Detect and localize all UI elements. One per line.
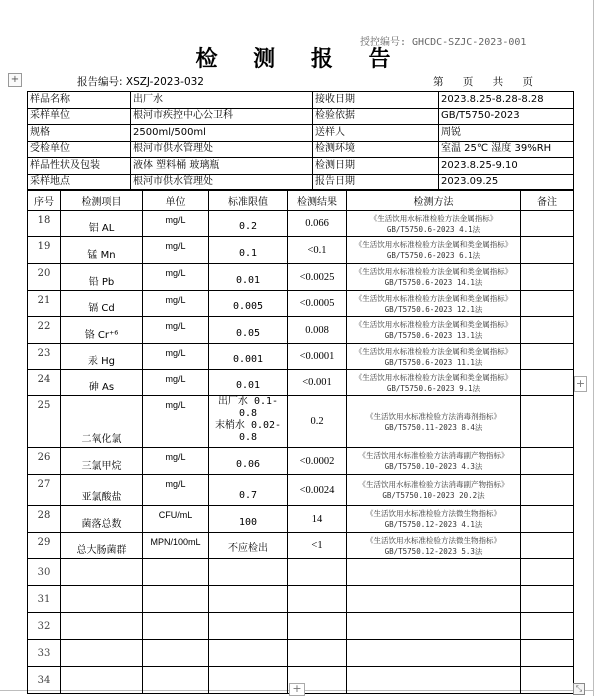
info-row: [28, 125, 574, 142]
result-row: [28, 475, 574, 506]
result-row: [28, 533, 574, 559]
info-label[interactable]: 采样单位: [28, 108, 131, 125]
info-label[interactable]: 报告日期: [313, 174, 439, 191]
column-header: 检测项目: [61, 190, 143, 211]
column-header: 检测方法: [347, 190, 521, 211]
unit[interactable]: mg/L: [143, 264, 209, 291]
unit[interactable]: mg/L: [143, 396, 209, 448]
test-item[interactable]: 砷 As: [61, 370, 143, 396]
row-number[interactable]: 30: [28, 559, 61, 586]
row-number[interactable]: 28: [28, 506, 61, 533]
column-header: 检测结果: [288, 190, 347, 211]
empty-row: [28, 640, 574, 667]
info-label[interactable]: 检测环境: [313, 141, 439, 158]
empty-cell[interactable]: [288, 559, 347, 586]
empty-cell[interactable]: [61, 559, 143, 586]
test-method[interactable]: 《生活饮用水标准检验方法金属和类金属指标》GB/T5750.6-2023 14.1法: [347, 264, 521, 291]
result-row: [28, 264, 574, 291]
add-row-icon[interactable]: +: [289, 683, 305, 696]
info-value[interactable]: 出厂水: [131, 92, 313, 109]
standard-limit[interactable]: 0.05: [209, 317, 288, 344]
info-value[interactable]: 根河市供水管理处: [131, 174, 313, 191]
empty-cell[interactable]: [143, 559, 209, 586]
info-value[interactable]: 2023.09.25: [439, 174, 574, 191]
test-result[interactable]: 14: [288, 506, 347, 533]
info-label[interactable]: 采样地点: [28, 174, 131, 191]
test-item[interactable]: 二氧化氯: [61, 396, 143, 448]
remark[interactable]: [521, 506, 574, 533]
info-value[interactable]: 周锐: [439, 125, 574, 142]
standard-limit[interactable]: 100: [209, 506, 288, 533]
test-result[interactable]: <0.0024: [288, 475, 347, 506]
page-edge-right: [593, 0, 594, 696]
test-method[interactable]: 《生活饮用水标准检验方法微生物指标》 GB/T5750.12-2023 4.1法: [347, 506, 521, 533]
test-result[interactable]: <1: [288, 533, 347, 559]
info-row: [28, 92, 574, 109]
column-header: 序号: [28, 190, 61, 211]
empty-cell[interactable]: [521, 640, 574, 667]
result-row: [28, 396, 574, 448]
test-item[interactable]: 总大肠菌群: [61, 533, 143, 559]
test-method[interactable]: 《生活饮用水标准检验方法金属和类金属指标》GB/T5750.6-2023 13.1法: [347, 317, 521, 344]
test-result[interactable]: 0.2: [288, 396, 347, 448]
standard-limit[interactable]: 0.06: [209, 448, 288, 475]
standard-limit[interactable]: 0.01: [209, 370, 288, 396]
column-header: 标准限值: [209, 190, 288, 211]
empty-cell[interactable]: [143, 586, 209, 613]
standard-limit[interactable]: 0.2: [209, 211, 288, 237]
empty-cell[interactable]: [347, 640, 521, 667]
standard-limit[interactable]: 0.1: [209, 237, 288, 264]
info-row: [28, 108, 574, 125]
result-row: [28, 370, 574, 396]
result-row: [28, 317, 574, 344]
remark[interactable]: [521, 237, 574, 264]
row-number[interactable]: 34: [28, 667, 61, 694]
row-number[interactable]: 33: [28, 640, 61, 667]
empty-cell[interactable]: [288, 586, 347, 613]
row-number[interactable]: 32: [28, 613, 61, 640]
info-value[interactable]: 2023.8.25-8.28-8.28: [439, 92, 574, 109]
empty-row: [28, 559, 574, 586]
info-value[interactable]: GB/T5750-2023: [439, 108, 574, 125]
result-row: [28, 237, 574, 264]
unit[interactable]: CFU/mL: [143, 506, 209, 533]
table-move-handle-icon[interactable]: +: [8, 73, 22, 87]
standard-limit[interactable]: 0.005: [209, 291, 288, 317]
info-value[interactable]: 根河市疾控中心公卫科: [131, 108, 313, 125]
info-row: [28, 141, 574, 158]
unit[interactable]: mg/L: [143, 448, 209, 475]
row-number[interactable]: 27: [28, 475, 61, 506]
empty-cell[interactable]: [347, 667, 521, 694]
row-number[interactable]: 25: [28, 396, 61, 448]
row-number[interactable]: 22: [28, 317, 61, 344]
result-row: [28, 344, 574, 370]
empty-cell[interactable]: [288, 613, 347, 640]
info-label[interactable]: 检验依据: [313, 108, 439, 125]
empty-cell[interactable]: [288, 640, 347, 667]
empty-cell[interactable]: [209, 667, 288, 694]
empty-row: [28, 613, 574, 640]
test-result[interactable]: <0.1: [288, 237, 347, 264]
empty-cell[interactable]: [521, 586, 574, 613]
unit[interactable]: mg/L: [143, 211, 209, 237]
empty-cell[interactable]: [521, 613, 574, 640]
sample-info-table: [27, 91, 574, 191]
result-row: [28, 506, 574, 533]
row-number[interactable]: 29: [28, 533, 61, 559]
empty-row: [28, 586, 574, 613]
test-result[interactable]: <0.0005: [288, 291, 347, 317]
unit[interactable]: mg/L: [143, 344, 209, 370]
test-item[interactable]: 亚氯酸盐: [61, 475, 143, 506]
document-control-number: 授控编号: GHCDC-SZJC-2023-001: [360, 37, 527, 48]
standard-limit[interactable]: 0.7: [209, 475, 288, 506]
row-number[interactable]: 31: [28, 586, 61, 613]
info-label[interactable]: 样品名称: [28, 92, 131, 109]
test-method[interactable]: 《生活饮用水标准检验方法金属和类金属指标》GB/T5750.6-2023 9.1法: [347, 370, 521, 396]
info-label[interactable]: 样品性状及包装: [28, 158, 131, 175]
empty-cell[interactable]: [143, 613, 209, 640]
test-result[interactable]: 0.066: [288, 211, 347, 237]
info-label[interactable]: 受检单位: [28, 141, 131, 158]
info-row: [28, 158, 574, 175]
column-header: 备注: [521, 190, 574, 211]
table-resize-handle-icon[interactable]: ⤡: [573, 683, 585, 695]
empty-cell[interactable]: [347, 559, 521, 586]
row-number[interactable]: 26: [28, 448, 61, 475]
row-number[interactable]: 18: [28, 211, 61, 237]
info-label[interactable]: 送样人: [313, 125, 439, 142]
test-item[interactable]: 铬 Cr⁺⁶: [61, 317, 143, 344]
empty-cell[interactable]: [61, 586, 143, 613]
empty-cell[interactable]: [521, 559, 574, 586]
test-method[interactable]: 《生活饮用水标准检验方法微生物指标》 GB/T5750.12-2023 5.3法: [347, 533, 521, 559]
remark[interactable]: [521, 533, 574, 559]
test-item[interactable]: 汞 Hg: [61, 344, 143, 370]
empty-cell[interactable]: [143, 640, 209, 667]
remark[interactable]: [521, 211, 574, 237]
result-row: [28, 448, 574, 475]
empty-cell[interactable]: [209, 613, 288, 640]
row-number[interactable]: 19: [28, 237, 61, 264]
info-value[interactable]: 根河市供水管理处: [131, 141, 313, 158]
report-title: 检 测 报 告: [195, 46, 405, 72]
empty-cell[interactable]: [61, 667, 143, 694]
remark[interactable]: [521, 291, 574, 317]
row-number[interactable]: 24: [28, 370, 61, 396]
empty-cell[interactable]: [61, 640, 143, 667]
row-number[interactable]: 21: [28, 291, 61, 317]
unit[interactable]: MPN/100mL: [143, 533, 209, 559]
empty-cell[interactable]: [209, 586, 288, 613]
info-value[interactable]: 室温 25℃ 湿度 39%RH: [439, 141, 574, 158]
unit[interactable]: mg/L: [143, 237, 209, 264]
remark[interactable]: [521, 344, 574, 370]
info-label[interactable]: 规格: [28, 125, 131, 142]
test-result[interactable]: <0.0002: [288, 448, 347, 475]
remark[interactable]: [521, 448, 574, 475]
test-result[interactable]: 0.008: [288, 317, 347, 344]
empty-cell[interactable]: [143, 667, 209, 694]
test-item[interactable]: 铅 Pb: [61, 264, 143, 291]
test-method[interactable]: 《生活饮用水标准检验方法消毒副产物指标》 GB/T5750.10-2023 20.2法: [347, 475, 521, 506]
remark[interactable]: [521, 475, 574, 506]
remark[interactable]: [521, 317, 574, 344]
info-label[interactable]: 接收日期: [313, 92, 439, 109]
empty-cell[interactable]: [347, 613, 521, 640]
standard-limit[interactable]: 不应检出: [209, 533, 288, 559]
standard-limit[interactable]: 0.01: [209, 264, 288, 291]
result-row: [28, 291, 574, 317]
test-result[interactable]: <0.0025: [288, 264, 347, 291]
empty-cell[interactable]: [209, 640, 288, 667]
empty-cell[interactable]: [347, 586, 521, 613]
report-number: 报告编号: XSZJ-2023-032: [77, 76, 204, 88]
result-row: [28, 211, 574, 237]
test-method[interactable]: 《生活饮用水标准检验方法金属指标》 GB/T5750.6-2023 4.1法: [347, 211, 521, 237]
test-result[interactable]: <0.0001: [288, 344, 347, 370]
standard-limit[interactable]: 0.001: [209, 344, 288, 370]
test-method[interactable]: 《生活饮用水标准检验方法金属和类金属指标》GB/T5750.6-2023 12.1法: [347, 291, 521, 317]
unit[interactable]: mg/L: [143, 370, 209, 396]
test-item[interactable]: 三氯甲烷: [61, 448, 143, 475]
empty-cell[interactable]: [209, 559, 288, 586]
info-value[interactable]: 2023.8.25-9.10: [439, 158, 574, 175]
page-info: 第 页 共 页: [433, 76, 534, 88]
add-column-icon[interactable]: +: [575, 377, 586, 390]
empty-cell[interactable]: [61, 613, 143, 640]
remark[interactable]: [521, 370, 574, 396]
info-value[interactable]: 液体 塑料桶 玻璃瓶: [131, 158, 313, 175]
standard-limit[interactable]: 出厂水 0.1-0.8 末梢水 0.02-0.8: [209, 396, 288, 448]
row-number[interactable]: 23: [28, 344, 61, 370]
test-result[interactable]: <0.001: [288, 370, 347, 396]
test-item[interactable]: 锰 Mn: [61, 237, 143, 264]
unit[interactable]: mg/L: [143, 291, 209, 317]
test-item[interactable]: 镉 Cd: [61, 291, 143, 317]
unit[interactable]: mg/L: [143, 317, 209, 344]
column-header: 单位: [143, 190, 209, 211]
info-label[interactable]: 检测日期: [313, 158, 439, 175]
remark[interactable]: [521, 396, 574, 448]
test-method[interactable]: 《生活饮用水标准检验方法消毒副产物指标》 GB/T5750.10-2023 4.3法: [347, 448, 521, 475]
empty-cell[interactable]: [521, 667, 574, 694]
results-table: [27, 189, 574, 694]
row-number[interactable]: 20: [28, 264, 61, 291]
test-item[interactable]: 菌落总数: [61, 506, 143, 533]
remark[interactable]: [521, 264, 574, 291]
unit[interactable]: mg/L: [143, 475, 209, 506]
test-method[interactable]: 《生活饮用水标准检验方法消毒剂指标》 GB/T5750.11-2023 8.4法: [347, 396, 521, 448]
info-value[interactable]: 2500ml/500ml: [131, 125, 313, 142]
test-method[interactable]: 《生活饮用水标准检验方法金属和类金属指标》GB/T5750.6-2023 11.1法: [347, 344, 521, 370]
test-method[interactable]: 《生活饮用水标准检验方法金属和类金属指标》GB/T5750.6-2023 6.1法: [347, 237, 521, 264]
test-item[interactable]: 铝 AL: [61, 211, 143, 237]
